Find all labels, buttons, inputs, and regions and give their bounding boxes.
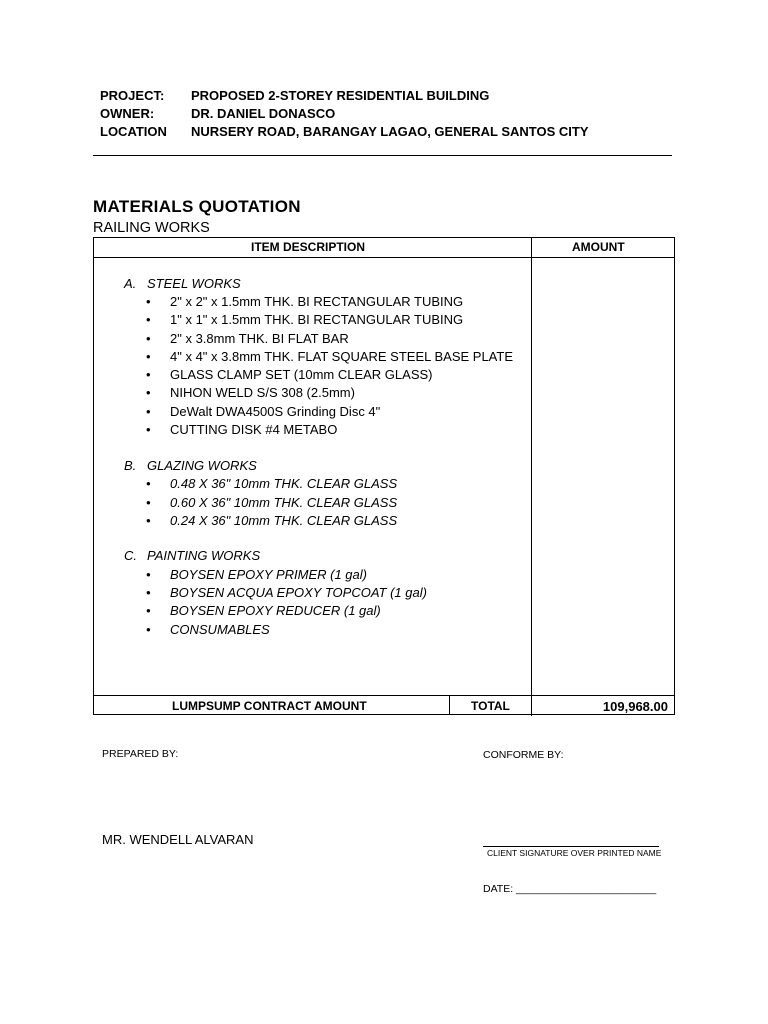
bullet-icon: •	[146, 603, 151, 618]
item-text: 0.48 X 36" 10mm THK. CLEAR GLASS	[170, 476, 398, 491]
owner-label: OWNER:	[100, 106, 155, 121]
header-divider	[93, 155, 672, 156]
list-item	[146, 404, 380, 419]
conforme-by-label: CONFORME BY:	[483, 749, 564, 761]
bullet-icon: •	[146, 476, 151, 491]
section-heading	[124, 458, 257, 473]
client-signature-line	[483, 846, 659, 847]
item-text: NIHON WELD S/S 308 (2.5mm)	[170, 385, 355, 400]
item-text: CONSUMABLES	[170, 622, 270, 637]
date-field: DATE: ________________________	[483, 883, 657, 895]
document-title: MATERIALS QUOTATION	[93, 197, 301, 216]
item-text: 0.60 X 36" 10mm THK. CLEAR GLASS	[170, 495, 398, 510]
bullet-icon: •	[146, 585, 151, 600]
bullet-icon: •	[146, 495, 151, 510]
section-name: GLAZING WORKS	[147, 458, 257, 473]
list-item	[146, 622, 270, 637]
bullet-icon: •	[146, 294, 151, 309]
list-item	[146, 585, 427, 600]
list-item	[146, 331, 349, 346]
list-item	[146, 422, 337, 437]
section-name: PAINTING WORKS	[147, 548, 261, 563]
bullet-icon: •	[146, 404, 151, 419]
list-item	[146, 603, 381, 618]
contract-amount-label: LUMPSUMP CONTRACT AMOUNT	[172, 699, 367, 713]
bullet-icon: •	[146, 385, 151, 400]
list-item	[146, 513, 397, 528]
bullet-icon: •	[146, 567, 151, 582]
project-label: PROJECT:	[100, 88, 165, 103]
bullet-icon: •	[146, 312, 151, 327]
footer-row-divider	[94, 695, 674, 696]
quotation-table	[93, 237, 675, 715]
list-item	[146, 367, 433, 382]
project-value: PROPOSED 2-STOREY RESIDENTIAL BUILDING	[191, 88, 490, 103]
section-heading	[124, 276, 241, 291]
client-signature-caption: CLIENT SIGNATURE OVER PRINTED NAME	[487, 848, 662, 858]
bullet-icon: •	[146, 367, 151, 382]
bullet-icon: •	[146, 349, 151, 364]
amount-header: AMOUNT	[572, 240, 625, 254]
section-letter: A.	[124, 276, 137, 291]
item-text: 2" x 2" x 1.5mm THK. BI RECTANGULAR TUBING	[170, 294, 464, 309]
list-item	[146, 312, 463, 327]
item-text: BOYSEN ACQUA EPOXY TOPCOAT (1 gal)	[170, 585, 427, 600]
item-text: BOYSEN EPOXY REDUCER (1 gal)	[170, 603, 381, 618]
item-text: GLASS CLAMP SET (10mm CLEAR GLASS)	[170, 367, 433, 382]
header-row-divider	[94, 257, 674, 258]
bullet-icon: •	[146, 513, 151, 528]
bullet-icon: •	[146, 622, 151, 637]
owner-value: DR. DANIEL DONASCO	[191, 106, 336, 121]
bullet-icon: •	[146, 422, 151, 437]
item-text: DeWalt DWA4500S Grinding Disc 4"	[170, 404, 381, 419]
location-value: NURSERY ROAD, BARANGAY LAGAO, GENERAL SANTOS CITY	[191, 124, 589, 139]
bullet-icon: •	[146, 331, 151, 346]
location-label: LOCATION	[100, 124, 167, 139]
list-item	[146, 385, 355, 400]
list-item	[146, 495, 397, 510]
list-item	[146, 349, 513, 364]
item-text: 0.24 X 36" 10mm THK. CLEAR GLASS	[170, 513, 398, 528]
preparer-name: MR. WENDELL ALVARAN	[102, 832, 254, 847]
item-description-header: ITEM DESCRIPTION	[251, 240, 366, 254]
total-value: 109,968.00	[602, 699, 668, 714]
total-label: TOTAL	[471, 699, 510, 713]
list-item	[146, 476, 397, 491]
list-item	[146, 294, 463, 309]
footer-column-divider	[449, 695, 450, 715]
document-subtitle: RAILING WORKS	[93, 220, 210, 236]
list-item	[146, 567, 367, 582]
section-letter: B.	[124, 458, 137, 473]
column-divider	[531, 238, 532, 716]
section-heading	[124, 548, 260, 563]
item-text: 4" x 4" x 3.8mm THK. FLAT SQUARE STEEL BASE PLATE	[170, 349, 514, 364]
item-text: 2" x 3.8mm THK. BI FLAT BAR	[170, 331, 349, 346]
prepared-by-label: PREPARED BY:	[102, 748, 179, 760]
section-letter: C.	[124, 548, 137, 563]
item-text: CUTTING DISK #4 METABO	[170, 422, 338, 437]
section-name: STEEL WORKS	[147, 276, 241, 291]
item-text: 1" x 1" x 1.5mm THK. BI RECTANGULAR TUBING	[170, 312, 464, 327]
item-text: BOYSEN EPOXY PRIMER (1 gal)	[170, 567, 367, 582]
